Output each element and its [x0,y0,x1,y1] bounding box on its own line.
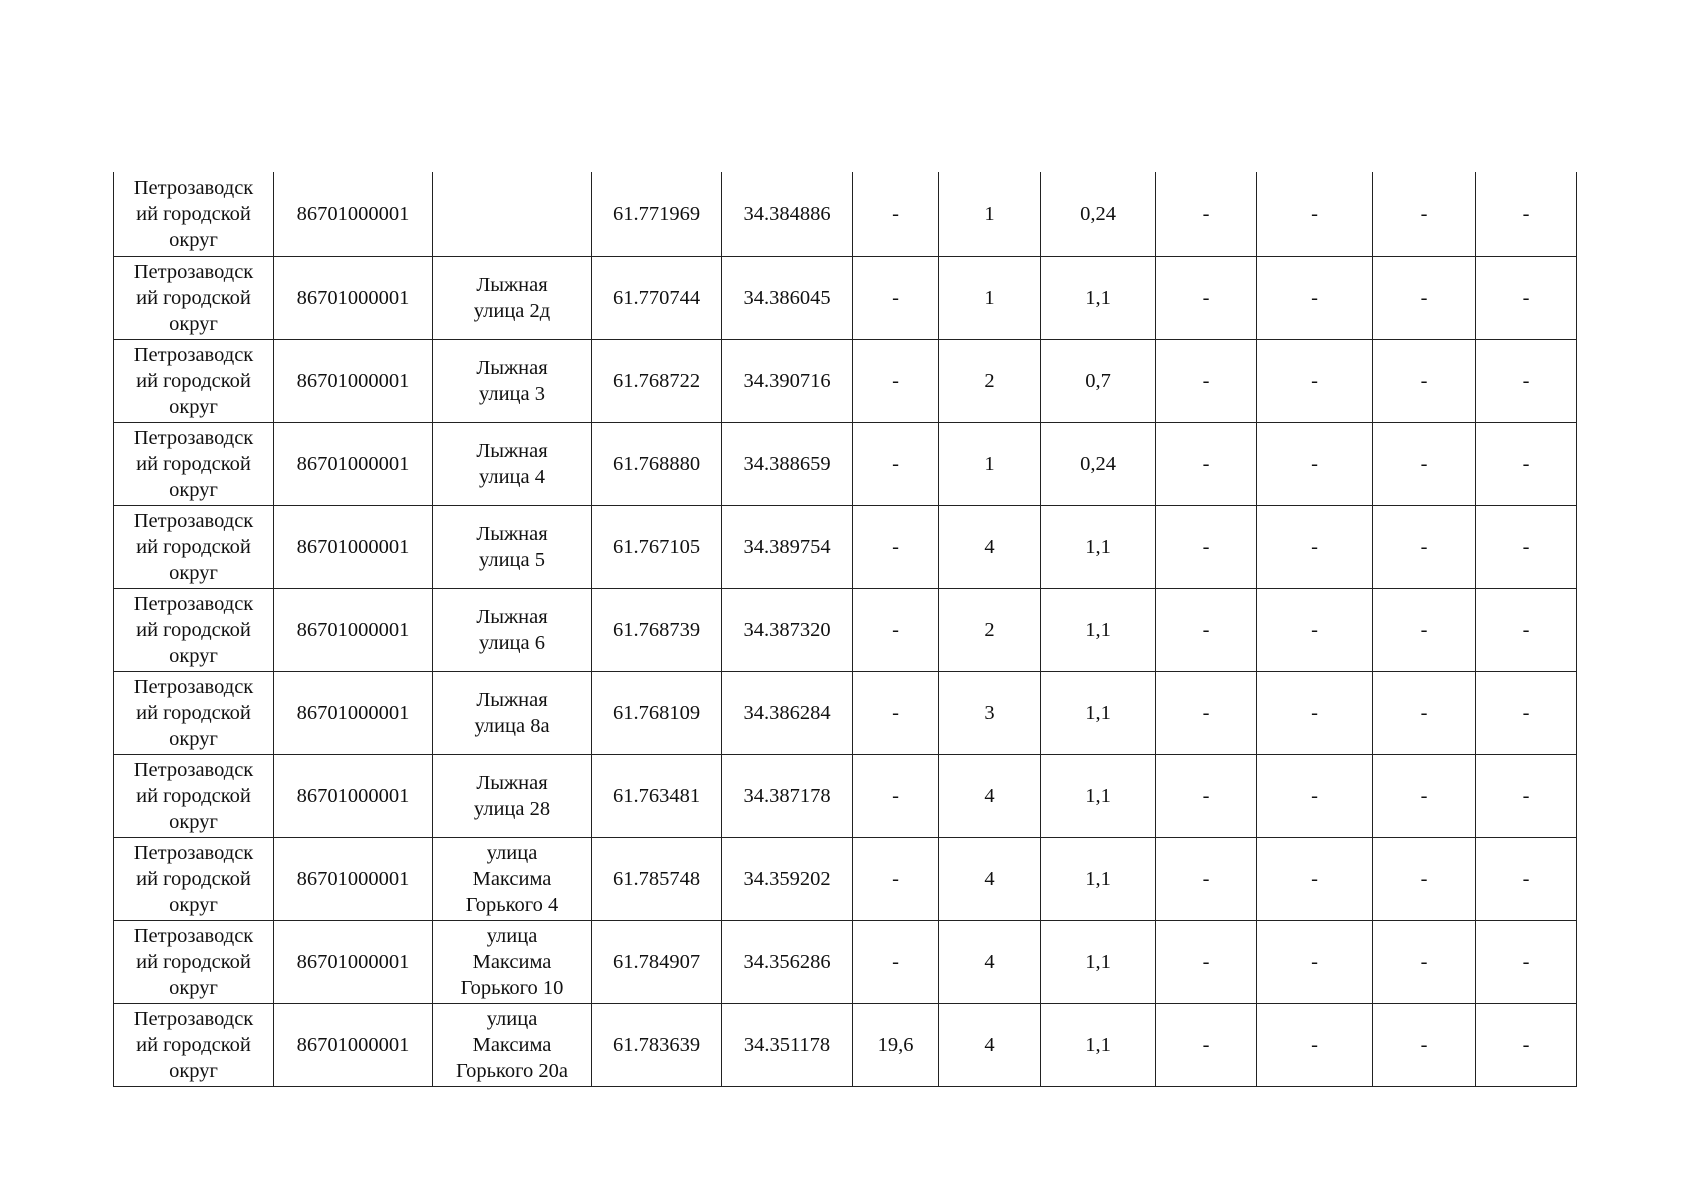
area-cell [853,506,939,589]
latitude-cell [592,172,722,257]
cell-text: - [1202,203,1210,225]
container-count-cell [939,423,1041,506]
address-cell [433,423,592,506]
cell-text: 3 [984,702,995,724]
extra-col-3-cell [1373,589,1476,672]
cell-text: Петрозаводск ий городской округ [133,1008,254,1082]
extra-col-2-cell [1257,921,1373,1004]
cell-text: Петрозаводск ий городской округ [133,925,254,999]
oktmo-code-cell [274,921,433,1004]
cell-text: 86701000001 [296,785,410,807]
cell-text: - [1202,868,1210,890]
cell-text: - [892,453,899,475]
cell-text: - [1522,287,1530,309]
area-cell [853,257,939,340]
cell-text: улица Максима Горького 10 [460,925,564,999]
table-row [114,589,1577,672]
area-cell [853,672,939,755]
cell-text: - [1420,868,1428,890]
extra-col-3-cell [1373,921,1476,1004]
cell-text: - [1420,203,1428,225]
cell-text: Лыжная улица 3 [476,357,548,405]
cell-text: 61.768739 [612,619,701,641]
latitude-cell [592,1004,722,1087]
cell-text: - [892,619,899,641]
cell-text: - [892,536,899,558]
container-count-cell [939,257,1041,340]
container-count-cell [939,589,1041,672]
longitude-cell [722,755,853,838]
extra-col-1-cell [1156,921,1257,1004]
municipality-cell [114,506,274,589]
cell-text: - [1202,785,1210,807]
cell-text: - [1311,1034,1318,1056]
cell-text: - [1202,702,1210,724]
cell-text: - [1311,785,1318,807]
longitude-cell [722,672,853,755]
cell-text: 86701000001 [296,203,410,225]
cell-text: Лыжная улица 4 [476,440,548,488]
cell-text: - [1202,619,1210,641]
latitude-cell [592,672,722,755]
cell-text: 61.768109 [612,702,701,724]
extra-col-4-cell [1476,672,1577,755]
longitude-cell [722,589,853,672]
cell-text: Петрозаводск ий городской округ [133,759,254,833]
extra-col-1-cell [1156,672,1257,755]
area-cell [853,172,939,257]
extra-col-2-cell [1257,506,1373,589]
cell-text: Петрозаводск ий городской округ [133,676,254,750]
extra-col-2-cell [1257,755,1373,838]
longitude-cell [722,257,853,340]
extra-col-2-cell [1257,423,1373,506]
extra-col-2-cell [1257,172,1373,257]
municipality-cell [114,921,274,1004]
container-volume-cell [1041,755,1156,838]
container-volume-cell [1041,172,1156,257]
cell-text: Петрозаводск ий городской округ [133,510,254,584]
longitude-cell [722,340,853,423]
cell-text: 61.768722 [612,370,701,392]
cell-text: - [892,370,899,392]
longitude-cell [722,172,853,257]
extra-col-3-cell [1373,672,1476,755]
latitude-cell [592,838,722,921]
cell-text: 4 [984,785,995,807]
cell-text: - [1522,702,1530,724]
longitude-cell [722,1004,853,1087]
cell-text: - [1202,536,1210,558]
cell-text: - [1311,453,1318,475]
extra-col-4-cell [1476,921,1577,1004]
cell-text: - [1522,868,1530,890]
cell-text: - [892,287,899,309]
cell-text: - [892,203,899,225]
extra-col-4-cell [1476,506,1577,589]
cell-text: 1 [984,453,995,475]
table-row [114,921,1577,1004]
extra-col-2-cell [1257,1004,1373,1087]
latitude-cell [592,921,722,1004]
cell-text: - [1420,287,1428,309]
cell-text: - [1420,951,1428,973]
cell-text: - [892,868,899,890]
municipality-cell [114,423,274,506]
latitude-cell [592,506,722,589]
extra-col-3-cell [1373,423,1476,506]
cell-text: - [892,702,899,724]
cell-text: 34.359202 [743,868,831,890]
area-cell [853,921,939,1004]
cell-text: Петрозаводск ий городской округ [133,261,254,335]
table-row [114,672,1577,755]
extra-col-1-cell [1156,423,1257,506]
address-cell [433,921,592,1004]
cell-text: - [1522,536,1530,558]
cell-text: - [1420,1034,1428,1056]
cell-text: 34.351178 [743,1034,831,1056]
cell-text: - [1311,370,1318,392]
container-count-cell [939,921,1041,1004]
cell-text: 86701000001 [296,868,410,890]
cell-text: - [1420,536,1428,558]
cell-text: 34.388659 [743,453,831,475]
cell-text: 2 [984,619,995,641]
cell-text: - [1522,370,1530,392]
extra-col-1-cell [1156,257,1257,340]
oktmo-code-cell [274,257,433,340]
extra-col-3-cell [1373,506,1476,589]
longitude-cell [722,838,853,921]
cell-text: - [1202,951,1210,973]
cell-text: - [1522,203,1530,225]
table-row [114,340,1577,423]
extra-col-3-cell [1373,755,1476,838]
extra-col-4-cell [1476,257,1577,340]
oktmo-code-cell [274,423,433,506]
latitude-cell [592,340,722,423]
extra-col-1-cell [1156,755,1257,838]
cell-text: 4 [984,868,995,890]
oktmo-code-cell [274,755,433,838]
table-body [114,172,1577,1087]
cell-text: 0,7 [1085,370,1111,392]
address-cell [433,755,592,838]
cell-text: 1,1 [1085,287,1111,309]
address-cell [433,340,592,423]
cell-text: 19,6 [877,1034,914,1056]
cell-text: - [1522,951,1530,973]
cell-text: 0,24 [1080,203,1116,225]
extra-col-3-cell [1373,838,1476,921]
extra-col-4-cell [1476,1004,1577,1087]
cell-text: - [1420,370,1428,392]
extra-col-4-cell [1476,423,1577,506]
address-cell [433,506,592,589]
cell-text: - [1311,951,1318,973]
cell-text: 34.384886 [743,203,831,225]
cell-text: - [1522,453,1530,475]
cell-text: 1 [984,203,995,225]
cell-text: 61.763481 [612,785,701,807]
cell-text: Петрозаводск ий городской округ [133,842,254,916]
cell-text: 4 [984,536,995,558]
cell-text: 34.356286 [743,951,831,973]
cell-text: - [1420,453,1428,475]
extra-col-3-cell [1373,1004,1476,1087]
cell-text: - [892,785,899,807]
container-volume-cell [1041,672,1156,755]
cell-text: 86701000001 [296,702,410,724]
cell-text: 34.389754 [743,536,831,558]
cell-text: 61.770744 [612,287,701,309]
oktmo-code-cell [274,672,433,755]
extra-col-4-cell [1476,838,1577,921]
container-count-cell [939,506,1041,589]
extra-col-2-cell [1257,838,1373,921]
extra-col-1-cell [1156,589,1257,672]
area-cell [853,838,939,921]
container-volume-cell [1041,340,1156,423]
container-volume-cell [1041,423,1156,506]
cell-text: 61.767105 [612,536,701,558]
extra-col-1-cell [1156,1004,1257,1087]
container-count-cell [939,755,1041,838]
latitude-cell [592,589,722,672]
oktmo-code-cell [274,838,433,921]
longitude-cell [722,423,853,506]
cell-text: 86701000001 [296,1034,410,1056]
municipality-cell [114,172,274,257]
cell-text: 86701000001 [296,370,410,392]
address-cell [433,172,592,257]
address-cell [433,672,592,755]
latitude-cell [592,755,722,838]
table-row [114,1004,1577,1087]
municipality-cell [114,1004,274,1087]
extra-col-1-cell [1156,172,1257,257]
extra-col-2-cell [1257,672,1373,755]
table-row [114,257,1577,340]
extra-col-2-cell [1257,589,1373,672]
extra-col-3-cell [1373,257,1476,340]
cell-text: 34.390716 [743,370,831,392]
area-cell [853,423,939,506]
extra-col-2-cell [1257,340,1373,423]
container-count-cell [939,1004,1041,1087]
municipality-cell [114,257,274,340]
cell-text: - [1202,453,1210,475]
area-cell [853,589,939,672]
cell-text: Лыжная улица 28 [473,772,551,820]
cell-text: 1,1 [1085,1034,1111,1056]
cell-text: Петрозаводск ий городской округ [133,427,254,501]
container-volume-cell [1041,506,1156,589]
cell-text: 61.768880 [612,453,701,475]
container-volume-cell [1041,838,1156,921]
cell-text: 86701000001 [296,453,410,475]
cell-text: 86701000001 [296,619,410,641]
extra-col-1-cell [1156,838,1257,921]
extra-col-3-cell [1373,340,1476,423]
extra-col-4-cell [1476,172,1577,257]
latitude-cell [592,257,722,340]
cell-text: - [1522,1034,1530,1056]
cell-text: Петрозаводск ий городской округ [133,177,254,251]
table-row [114,172,1577,257]
longitude-cell [722,921,853,1004]
municipality-cell [114,755,274,838]
address-cell [433,257,592,340]
cell-text: 86701000001 [296,536,410,558]
cell-text: улица Максима Горького 4 [465,842,559,916]
municipality-cell [114,589,274,672]
cell-text: 86701000001 [296,287,410,309]
cell-text: Петрозаводск ий городской округ [133,593,254,667]
cell-text: 1,1 [1085,785,1111,807]
cell-text: Лыжная улица 2д [473,274,551,322]
extra-col-1-cell [1156,340,1257,423]
table-row [114,506,1577,589]
data-table [113,172,1577,1087]
cell-text: 86701000001 [296,951,410,973]
cell-text: 34.386045 [743,287,831,309]
cell-text: 1,1 [1085,702,1111,724]
cell-text: - [1202,287,1210,309]
cell-text: 1,1 [1085,536,1111,558]
cell-text: улица Максима Горького 20а [456,1008,568,1082]
table-row [114,838,1577,921]
container-volume-cell [1041,589,1156,672]
cell-text: 4 [984,951,995,973]
longitude-cell [722,506,853,589]
address-cell [433,838,592,921]
oktmo-code-cell [274,1004,433,1087]
latitude-cell [592,423,722,506]
cell-text: 34.386284 [743,702,831,724]
cell-text: 1,1 [1085,619,1111,641]
cell-text: 61.783639 [612,1034,701,1056]
table-row [114,423,1577,506]
cell-text: Лыжная улица 5 [476,523,548,571]
municipality-cell [114,838,274,921]
cell-text: 4 [984,1034,995,1056]
cell-text: 2 [984,370,995,392]
cell-text: Лыжная улица 6 [476,606,548,654]
cell-text: 61.771969 [612,203,701,225]
container-volume-cell [1041,921,1156,1004]
cell-text: - [1522,619,1530,641]
cell-text: - [892,951,899,973]
address-cell [433,1004,592,1087]
container-count-cell [939,340,1041,423]
extra-col-2-cell [1257,257,1373,340]
extra-col-4-cell [1476,340,1577,423]
cell-text: 0,24 [1080,453,1116,475]
cell-text: 61.784907 [612,951,701,973]
cell-text: - [1311,702,1318,724]
extra-col-4-cell [1476,589,1577,672]
municipality-cell [114,340,274,423]
cell-text: - [1311,619,1318,641]
document-page [113,172,1576,1087]
address-cell [433,589,592,672]
table-row [114,755,1577,838]
oktmo-code-cell [274,589,433,672]
cell-text: - [1311,536,1318,558]
extra-col-4-cell [1476,755,1577,838]
oktmo-code-cell [274,172,433,257]
cell-text: 34.387320 [743,619,831,641]
cell-text: 61.785748 [612,868,701,890]
cell-text: - [1311,868,1318,890]
cell-text: Петрозаводск ий городской округ [133,344,254,418]
container-count-cell [939,838,1041,921]
extra-col-3-cell [1373,172,1476,257]
cell-text: - [1202,1034,1210,1056]
cell-text: - [1522,785,1530,807]
cell-text: 34.387178 [743,785,831,807]
cell-text: - [1420,619,1428,641]
container-volume-cell [1041,257,1156,340]
cell-text: - [1420,702,1428,724]
cell-text: - [1311,203,1318,225]
oktmo-code-cell [274,340,433,423]
area-cell [853,340,939,423]
cell-text: - [1311,287,1318,309]
cell-text: - [1202,370,1210,392]
extra-col-1-cell [1156,506,1257,589]
municipality-cell [114,672,274,755]
cell-text: 1,1 [1085,951,1111,973]
container-count-cell [939,672,1041,755]
cell-text: 1 [984,287,995,309]
container-count-cell [939,172,1041,257]
cell-text: - [1420,785,1428,807]
cell-text: 1,1 [1085,868,1111,890]
oktmo-code-cell [274,506,433,589]
container-volume-cell [1041,1004,1156,1087]
area-cell [853,1004,939,1087]
area-cell [853,755,939,838]
cell-text: Лыжная улица 8а [474,689,550,737]
